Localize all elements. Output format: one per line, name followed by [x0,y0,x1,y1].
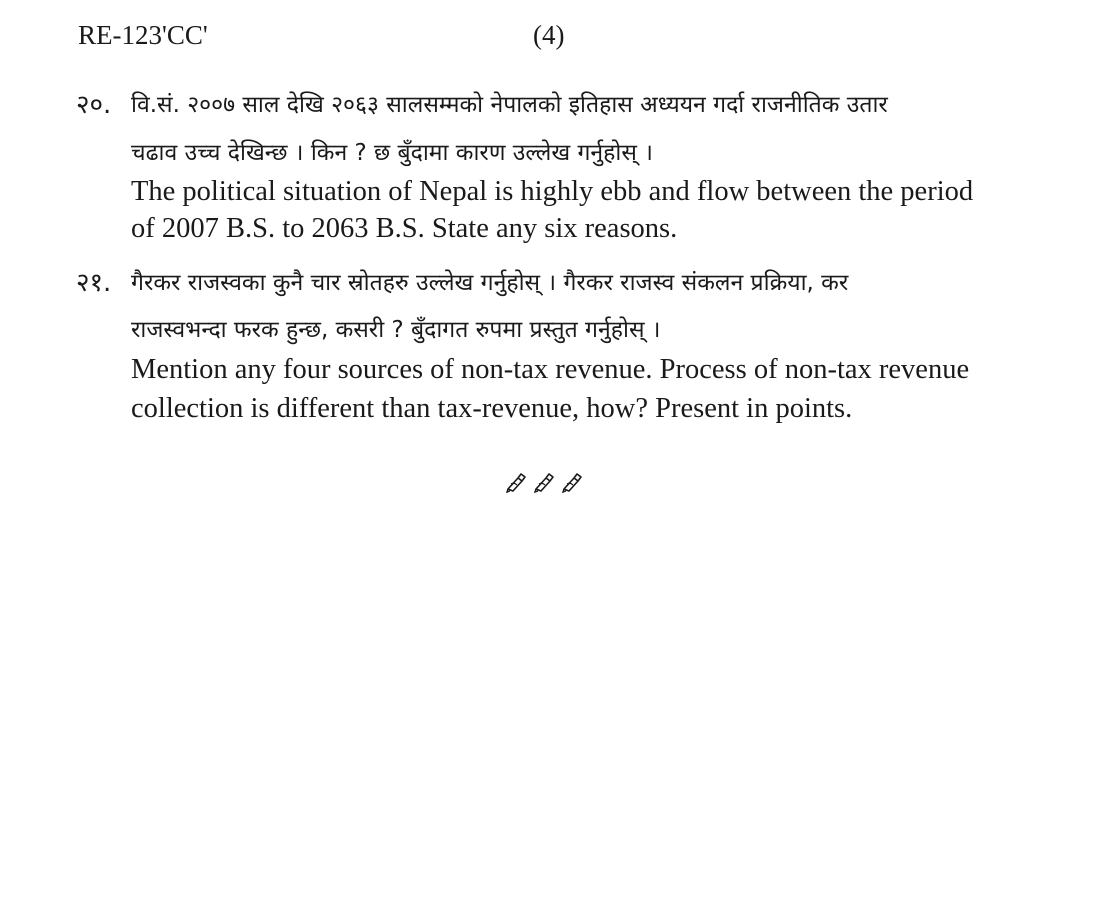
question-english-line: The political situation of Nepal is highly ebb and flow between the period [131,176,974,207]
question-number: २०. [76,90,112,120]
writing-hand-icon [505,470,529,494]
paper-code: RE-123'CC' [78,20,208,50]
question-nepali-line: गैरकर राजस्वका कुनै चार स्रोतहरु उल्लेख गर्नुहोस् । गैरकर राजस्व संकलन प्रक्रिया, कर [131,270,849,296]
writing-hand-icon [561,470,585,494]
question-nepali-line: वि.सं. २००७ साल देखि २०६३ सालसम्मको नेपालको इतिहास अध्ययन गर्दा राजनीतिक उतार [131,92,888,118]
question-english-line: Mention any four sources of non-tax revenue. Process of non-tax revenue [131,354,970,385]
question-nepali-line: राजस्वभन्दा फरक हुन्छ, कसरी ? बुँदागत रुपमा प्रस्तुत गर्नुहोस् । [131,317,661,343]
question-number: २१. [76,268,112,298]
end-of-paper-mark [505,470,589,496]
question-english-line: collection is different than tax-revenue, how? Present in points. [131,393,853,424]
question-english-line: of 2007 B.S. to 2063 B.S. State any six reasons. [131,213,678,244]
writing-hand-icon [533,470,557,494]
question-nepali-line: चढाव उच्च देखिन्छ । किन ? छ बुँदामा कारण उल्लेख गर्नुहोस् । [131,140,653,166]
page-number: (4) [533,20,565,50]
